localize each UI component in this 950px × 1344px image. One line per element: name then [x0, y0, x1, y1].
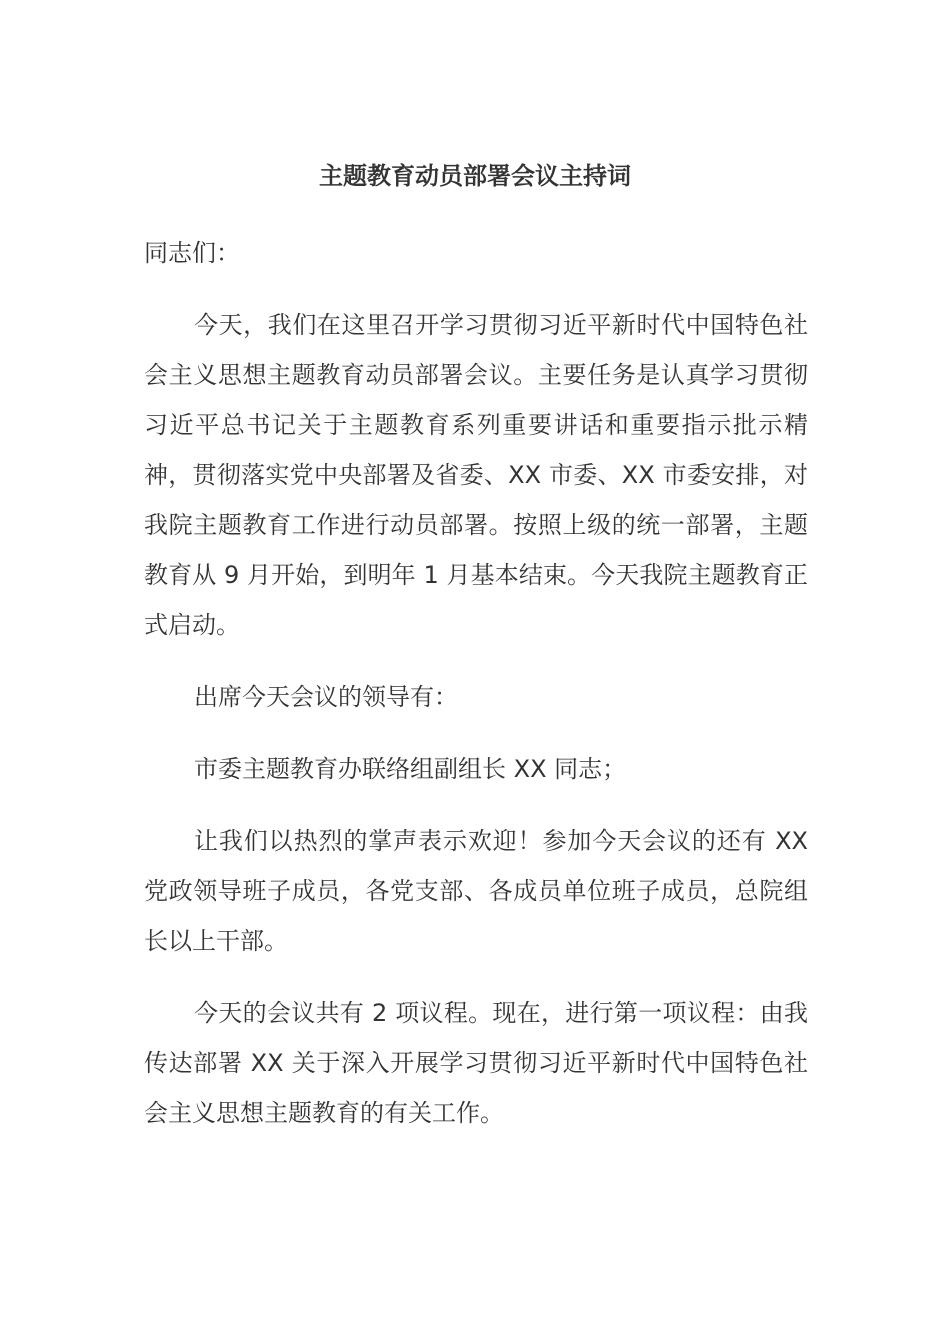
leader-entry-paragraph: 市委主题教育办联络组副组长 XX 同志； — [194, 755, 627, 783]
document-body — [144, 228, 808, 1160]
document-title: 主题教育动员部署会议主持词 — [319, 162, 631, 190]
salutation-paragraph: 同志们： — [144, 239, 240, 267]
welcome-paragraph: 让我们以热烈的掌声表示欢迎！参加今天会议的还有 XX 党政领导班子成员，各党支部、各成员单位班子成员，总院组长以上干部。 — [144, 827, 808, 955]
attending-leaders-intro-paragraph: 出席今天会议的领导有： — [194, 683, 458, 711]
opening-paragraph: 今天，我们在这里召开学习贯彻习近平新时代中国特色社会主义思想主题教育动员部署会议。主要任务是认真学习贯彻习近平总书记关于主题教育系列重要讲话和重要指示批示精神，贯彻落实党中央部署及省委、XX 市委、XX 市委安排，对我院主题教育工作进行动员部署。按照上级的统一部署，主题教育从 9 月开始，到明年 1 月基本结束。今天我院主题教育正式启动。 — [144, 311, 808, 639]
agenda-paragraph: 今天的会议共有 2 项议程。现在，进行第一项议程：由我传达部署 XX 关于深入开展学习贯彻习近平新时代中国特色社会主义思想主题教育的有关工作。 — [144, 999, 808, 1127]
